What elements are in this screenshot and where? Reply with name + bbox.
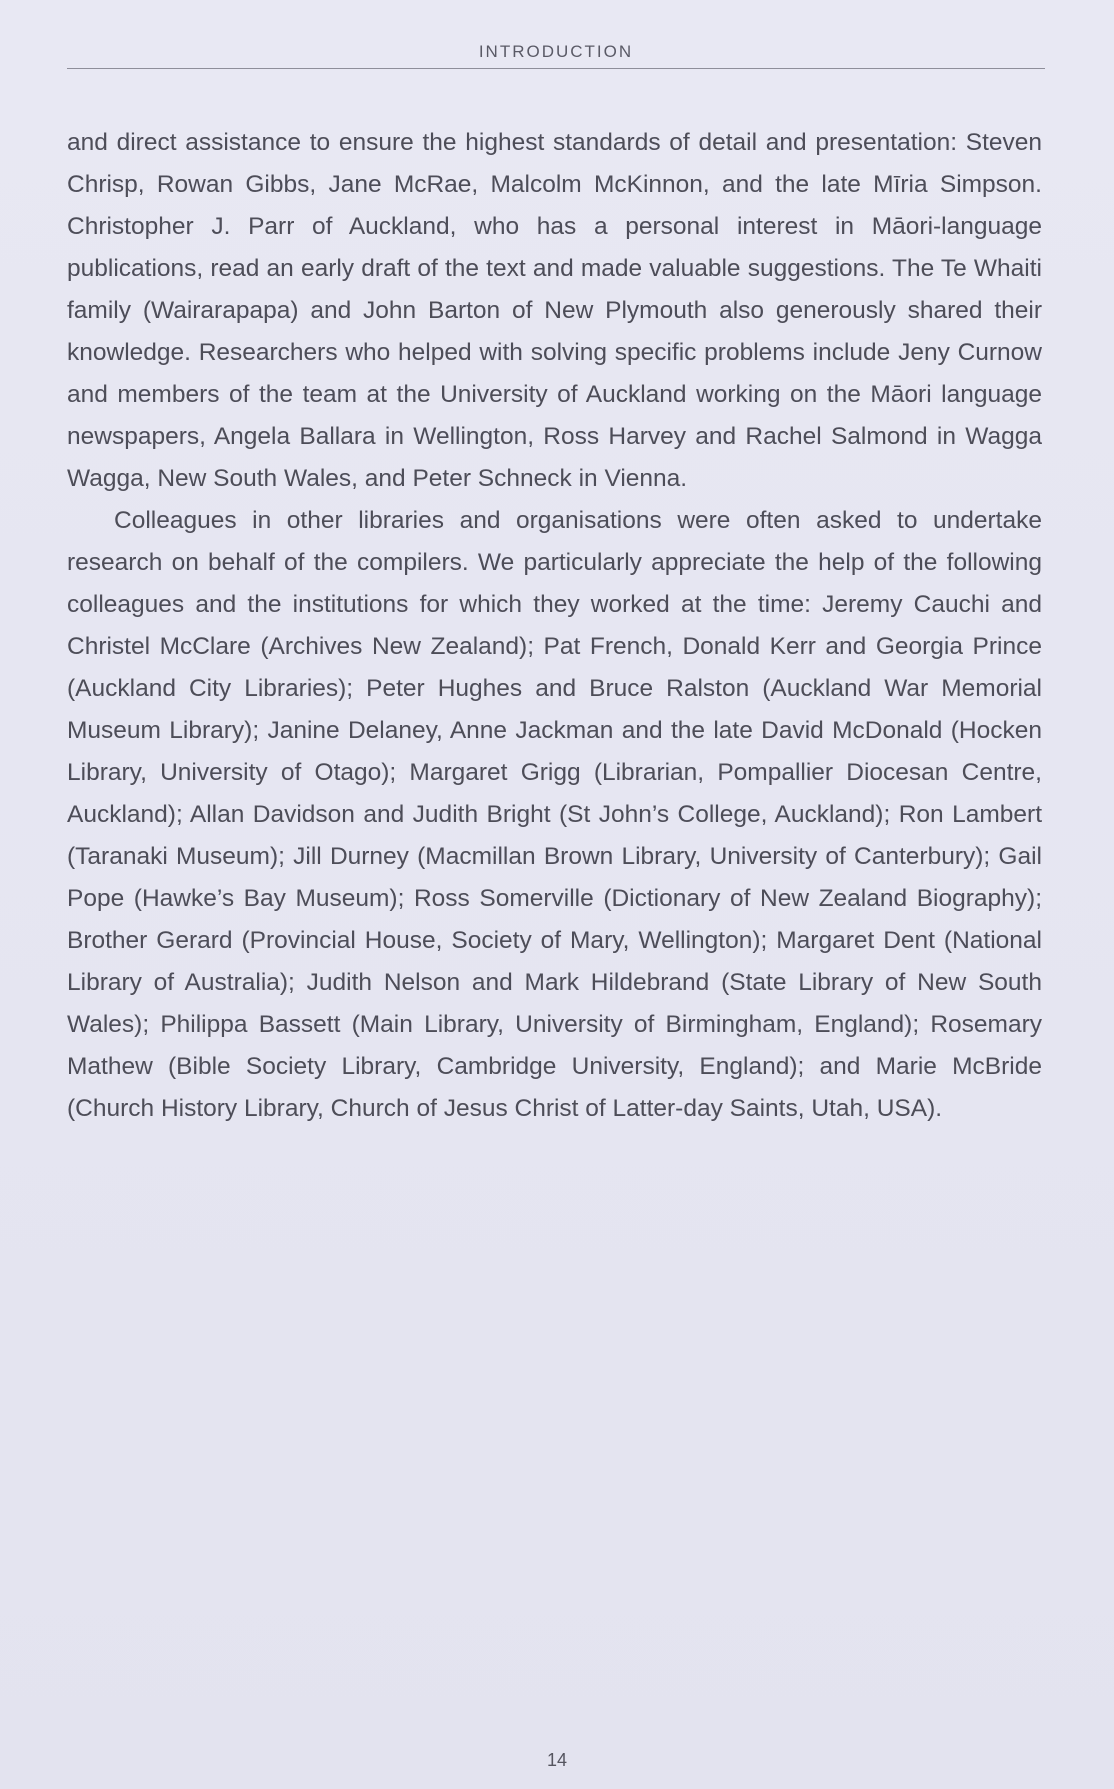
header-rule [67,68,1045,69]
paragraph-acknowledgements-continued: and direct assistance to ensure the highest standards of detail and presentation: Steven Chrisp, Rowan Gibbs, Jane McRae, Malcolm McKinnon, and the late Mīria Simpson. Christopher J. Parr of Auckland, who has a personal interest in Māori-language publications, read an early draft of the text and made valuable suggestions. The Te Whaiti family (Wairarapapa) and John Barton of New Plymouth also generously shared their knowledge. Researchers who helped with solving specific problems include Jeny Curnow and members of the team at the University of Auckland working on the Māori language newspapers, Angela Ballara in Wellington, Ross Harvey and Rachel Salmond in Wagga Wagga, New South Wales, and Peter Schneck in Vienna. [67,129,1042,492]
body-text [67,122,1042,1130]
running-head: INTRODUCTION [478,42,634,61]
page-number: 14 [546,1750,568,1770]
paragraph-colleagues: Colleagues in other libraries and organisations were often asked to undertake research on behalf of the compilers. We particularly appreciate the help of the following colleagues and the institutions for which they worked at the time: Jeremy Cauchi and Christel McClare (Archives New Zealand); Pat French, Donald Kerr and Georgia Prince (Auckland City Libraries); Peter Hughes and Bruce Ralston (Auckland War Memorial Museum Library); Janine Delaney, Anne Jackman and the late David McDonald (Hocken Library, University of Otago); Margaret Grigg (Librarian, Pompallier Diocesan Centre, Auckland); Allan Davidson and Judith Bright (St John’s College, Auckland); Ron Lambert (Taranaki Museum); Jill Durney (Macmillan Brown Library, University of Canterbury); Gail Pope (Hawke’s Bay Museum); Ross Somerville (Dictionary of New Zealand Biography); Brother Gerard (Provincial House, Society of Mary, Wellington); Margaret Dent (National Library of Australia); Judith Nelson and Mark Hildebrand (State Library of New South Wales); Philippa Bassett (Main Library, University of Birmingham, England); Rosemary Mathew (Bible Society Library, Cambridge University, England); and Marie McBride (Church History Library, Church of Jesus Christ of Latter-day Saints, Utah, USA). [67,507,1042,1122]
